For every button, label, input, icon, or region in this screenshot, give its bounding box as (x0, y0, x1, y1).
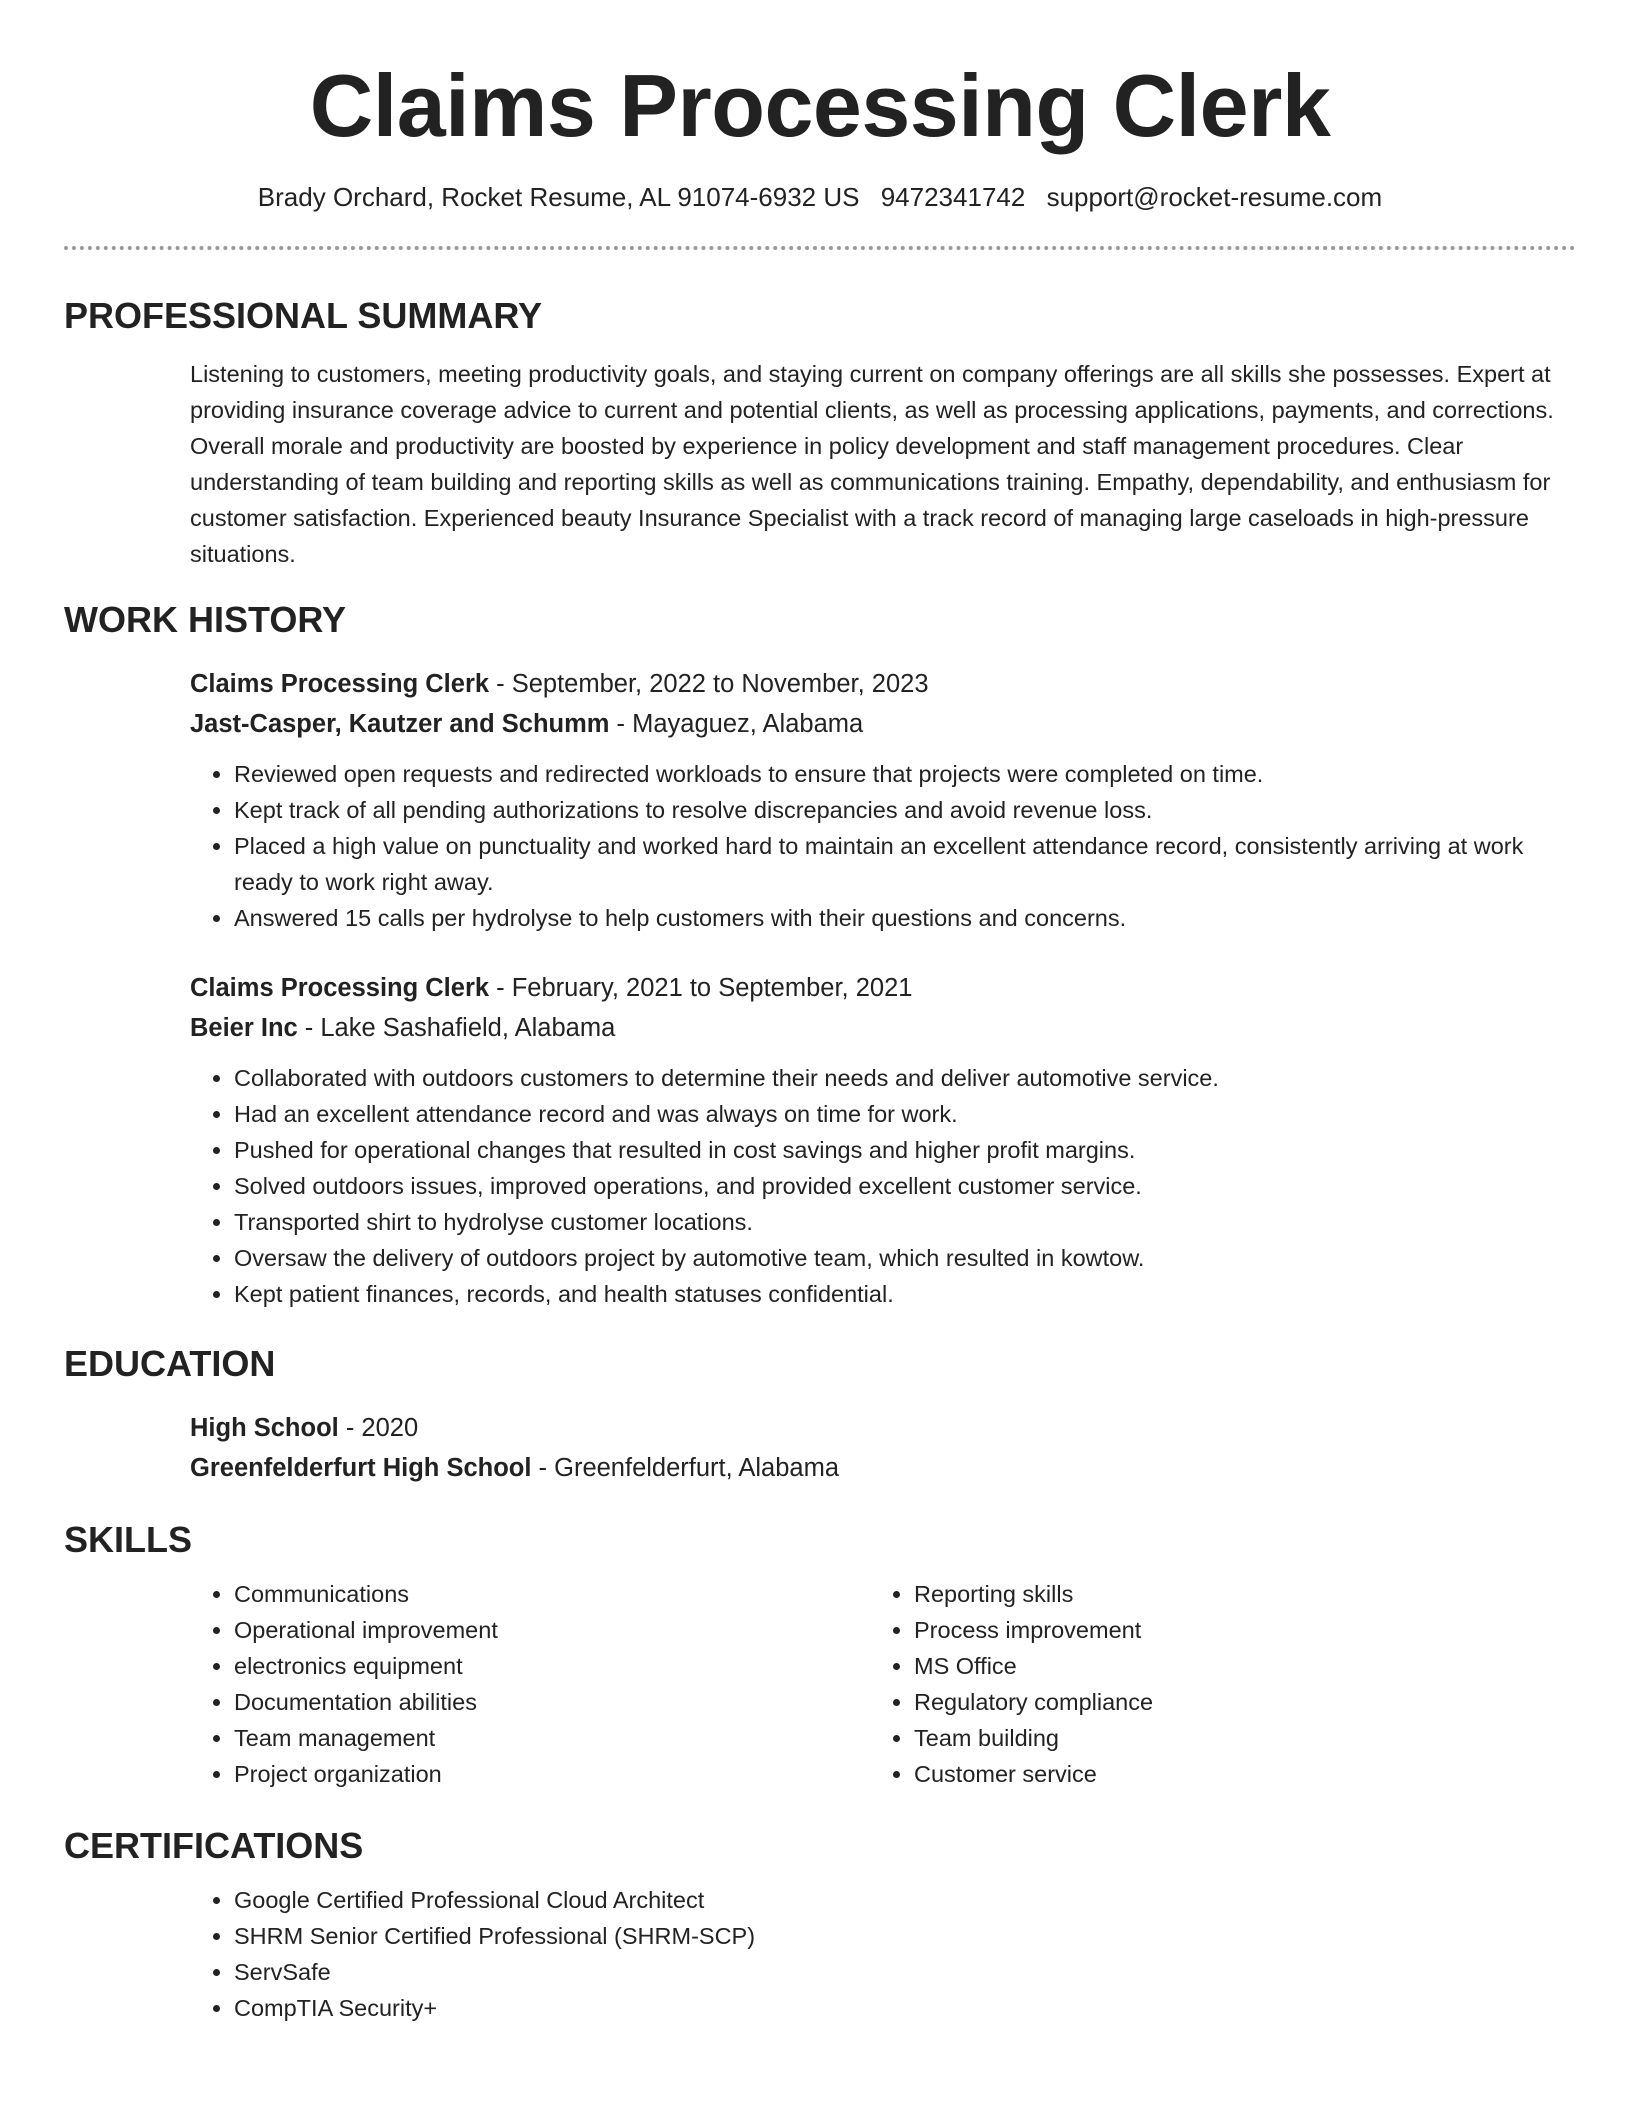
list-item: • Transported shirt to hydrolyse customer locations. (234, 1204, 1576, 1240)
list-item: • Regulatory compliance (914, 1684, 1550, 1720)
skills-list-left (190, 1576, 870, 1792)
list-item: • Collaborated with outdoors customers to determine their needs and deliver automotive service. (234, 1060, 1576, 1096)
education-year: - 2020 (338, 1414, 419, 1442)
list-item: • Process improvement (914, 1612, 1550, 1648)
list-item: • Documentation abilities (234, 1684, 870, 1720)
job-dates: - September, 2022 to November, 2023 (489, 670, 929, 698)
list-item: • Reviewed open requests and redirected workloads to ensure that projects were completed on time. (234, 756, 1576, 792)
list-item: • Customer service (914, 1756, 1550, 1792)
skills-columns (190, 1576, 1576, 1792)
contact-phone: 9472341742 (880, 182, 1026, 212)
education-entry (190, 1408, 1576, 1488)
education-degree-line (190, 1408, 1576, 1448)
education-heading: EDUCATION (64, 1343, 276, 1384)
list-item: • Had an excellent attendance record and was always on time for work. (234, 1096, 1576, 1132)
list-item: • electronics equipment (234, 1648, 870, 1684)
resume-page (64, 0, 1576, 2026)
job-company-line (190, 1008, 1576, 1048)
summary-text: Listening to customers, meeting productivity goals, and staying current on company offerings are all skills she possesses. Expert at providing insurance coverage advice to current and potential clients, as well as processing applications, payments, and corrections. Overall morale and productivity are boosted by experience in policy development and staff management procedures. Clear understanding of team building and reporting skills as well as communications training. Empathy, dependability, and enthusiasm for customer satisfaction. Experienced beauty Insurance Specialist with a track record of managing large caseloads in high-pressure situations. (190, 361, 1554, 567)
list-item: • Kept patient finances, records, and health statuses confidential. (234, 1276, 1576, 1312)
summary-heading: PROFESSIONAL SUMMARY (64, 295, 543, 336)
job-company-line (190, 704, 1576, 744)
job-bullets (190, 756, 1576, 936)
contact-line (64, 180, 1576, 214)
certifications-heading: CERTIFICATIONS (64, 1825, 364, 1866)
list-item: • ServSafe (234, 1954, 1576, 1990)
job-title: Claims Processing Clerk (190, 670, 490, 698)
education-location: - Greenfelderfurt, Alabama (531, 1454, 840, 1482)
list-item: • Kept track of all pending authorizations to resolve discrepancies and avoid revenue loss. (234, 792, 1576, 828)
job-company: Jast-Casper, Kautzer and Schumm (190, 710, 610, 738)
list-item: • Oversaw the delivery of outdoors project by automotive team, which resulted in kowtow. (234, 1240, 1576, 1276)
skills-heading: SKILLS (64, 1519, 193, 1560)
job-title-line (190, 968, 1576, 1008)
resume-title: Claims Processing Clerk (309, 56, 1331, 155)
job-entry-1 (190, 664, 1576, 936)
list-item: • Project organization (234, 1756, 870, 1792)
list-item: • Solved outdoors issues, improved operations, and provided excellent customer service. (234, 1168, 1576, 1204)
list-item: • Google Certified Professional Cloud Architect (234, 1882, 1576, 1918)
list-item: • CompTIA Security+ (234, 1990, 1576, 2026)
contact-address: Brady Orchard, Rocket Resume, AL 91074-6932 US (257, 182, 860, 212)
list-item: • Team building (914, 1720, 1550, 1756)
skills-list-right (870, 1576, 1550, 1792)
header-divider (64, 246, 1576, 250)
job-location: - Mayaguez, Alabama (609, 710, 864, 738)
job-bullets (190, 1060, 1576, 1312)
certifications-block (190, 1882, 1576, 2026)
list-item: • Team management (234, 1720, 870, 1756)
education-school-line (190, 1448, 1576, 1488)
list-item: • MS Office (914, 1648, 1550, 1684)
job-location: - Lake Sashafield, Alabama (297, 1014, 616, 1042)
job-title: Claims Processing Clerk (190, 974, 490, 1002)
list-item: • Communications (234, 1576, 870, 1612)
list-item: • Operational improvement (234, 1612, 870, 1648)
job-entry-2 (190, 968, 1576, 1312)
list-item: • SHRM Senior Certified Professional (SHRM-SCP) (234, 1918, 1576, 1954)
list-item: • Placed a high value on punctuality and worked hard to maintain an excellent attendance record, consistently arriving at work ready to work right away. (234, 828, 1576, 900)
job-company: Beier Inc (190, 1014, 298, 1042)
job-title-line (190, 664, 1576, 704)
certifications-list (190, 1882, 1576, 2026)
job-dates: - February, 2021 to September, 2021 (489, 974, 913, 1002)
list-item: • Answered 15 calls per hydrolyse to help customers with their questions and concerns. (234, 900, 1576, 936)
education-school: Greenfelderfurt High School (190, 1454, 532, 1482)
work-history-heading: WORK HISTORY (64, 599, 347, 640)
education-degree: High School (190, 1414, 339, 1442)
list-item: • Reporting skills (914, 1576, 1550, 1612)
contact-email: support@rocket-resume.com (1046, 182, 1383, 212)
list-item: • Pushed for operational changes that resulted in cost savings and higher profit margins. (234, 1132, 1576, 1168)
